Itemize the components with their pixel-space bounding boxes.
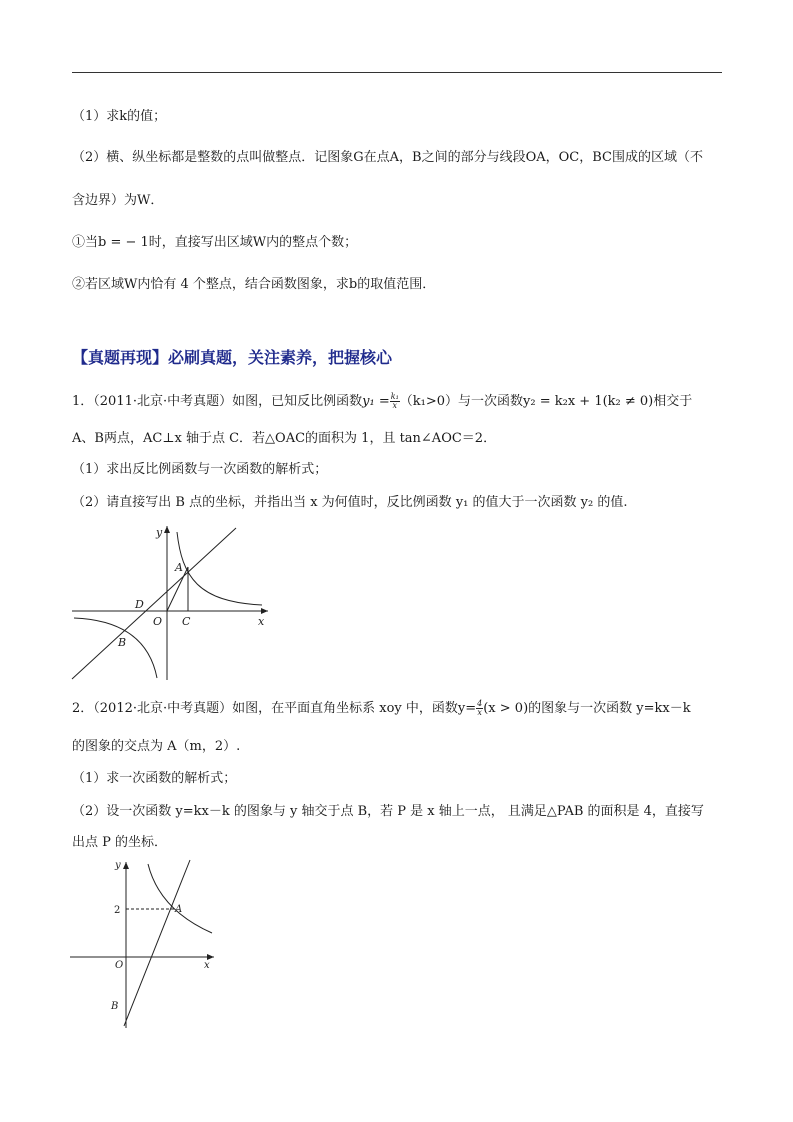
prev-sub1: ①当b = − 1时，直接写出区域W内的整点个数； <box>72 235 358 250</box>
p2-frac-num: 4 <box>477 699 483 708</box>
p1-line2: A、B两点，AC⊥x 轴于点 C．若△OAC的面积为 1，且 tan∠AOC＝2． <box>72 431 497 446</box>
p2-line1 <box>72 700 732 718</box>
fig1-x-arrow <box>261 608 268 614</box>
p2-line1-b: (x > 0)的图象与一次函数 y=kx－k <box>483 701 691 716</box>
fig2-hyperbola <box>148 864 212 933</box>
p2-line1-a: 2．（2012·北京·中考真题）如图，在平面直角坐标系 xoy 中，函数 <box>72 701 458 716</box>
p2-q2-line2: 出点 P 的坐标． <box>72 835 168 850</box>
prev-q1: （1）求k的值； <box>72 109 167 124</box>
p1-line1 <box>72 393 732 411</box>
p2-y-label: y= <box>457 701 477 716</box>
fig2-y-arrow <box>123 862 129 869</box>
figure-2 <box>68 856 220 1031</box>
p1-line1-b: （k₁>0）与一次函数y₂ = k₂x + 1(k₂ ≠ 0)相交于 <box>399 394 693 409</box>
prev-q2-line1: （2）横、纵坐标都是整数的点叫做整点．记图象G在点A，B之间的部分与线段OA，OC，BC围成的区域（不 <box>72 150 703 165</box>
fig2-label-x: x <box>204 960 210 971</box>
fig2-label-two: 2 <box>114 905 121 916</box>
p1-q1: （1）求出反比例函数与一次函数的解析式； <box>72 462 328 477</box>
p2-line2: 的图象的交点为 A（m，2）. <box>72 739 241 754</box>
fig1-label-A: A <box>175 561 183 574</box>
fig1-label-x: x <box>258 615 265 628</box>
p2-q1: （1）求一次函数的解析式； <box>72 771 237 786</box>
p1-fraction <box>390 393 400 410</box>
figure-1 <box>70 522 270 682</box>
fig1-y-arrow <box>164 526 170 533</box>
p2-frac-den: x <box>477 708 482 717</box>
fig2-label-O: O <box>115 960 124 971</box>
prev-sub2: ②若区域W内恰有 4 个整点，结合函数图象，求b的取值范围． <box>72 277 436 292</box>
fig1-label-B: B <box>118 636 127 649</box>
fig2-linear-line <box>124 860 190 1026</box>
fig1-label-y: y <box>156 526 163 539</box>
fig1-label-D: D <box>135 598 144 611</box>
fig1-label-O: O <box>153 615 163 628</box>
fig2-label-y: y <box>115 860 121 871</box>
header-rule <box>72 72 722 73</box>
fig1-hyperbola-q3 <box>74 618 157 678</box>
p1-y1-label: y₁ = <box>362 394 390 409</box>
section-heading: 【真题再现】必刷真题，关注素养，把握核心 <box>72 348 393 367</box>
fig1-linear-line <box>72 528 236 679</box>
p1-q2: （2）请直接写出 B 点的坐标，并指出当 x 为何值时，反比例函数 y₁ 的值大于一次函数 y₂ 的值. <box>72 495 628 510</box>
p2-q2-line1: （2）设一次函数 y=kx－k 的图象与 y 轴交于点 B，若 P 是 x 轴上一点， 且满足△PAB 的面积是 4，直接写 <box>72 804 704 819</box>
fig1-label-C: C <box>182 615 191 628</box>
fig2-label-A: A <box>175 904 183 915</box>
p1-frac-den: x <box>392 401 397 410</box>
fig2-label-B: B <box>111 1001 119 1012</box>
p1-line1-a: 1．（2011·北京·中考真题）如图，已知反比例函数 <box>72 394 363 409</box>
p1-frac-num: k₁ <box>390 392 399 401</box>
prev-q2-line2: 含边界）为W． <box>72 193 164 208</box>
